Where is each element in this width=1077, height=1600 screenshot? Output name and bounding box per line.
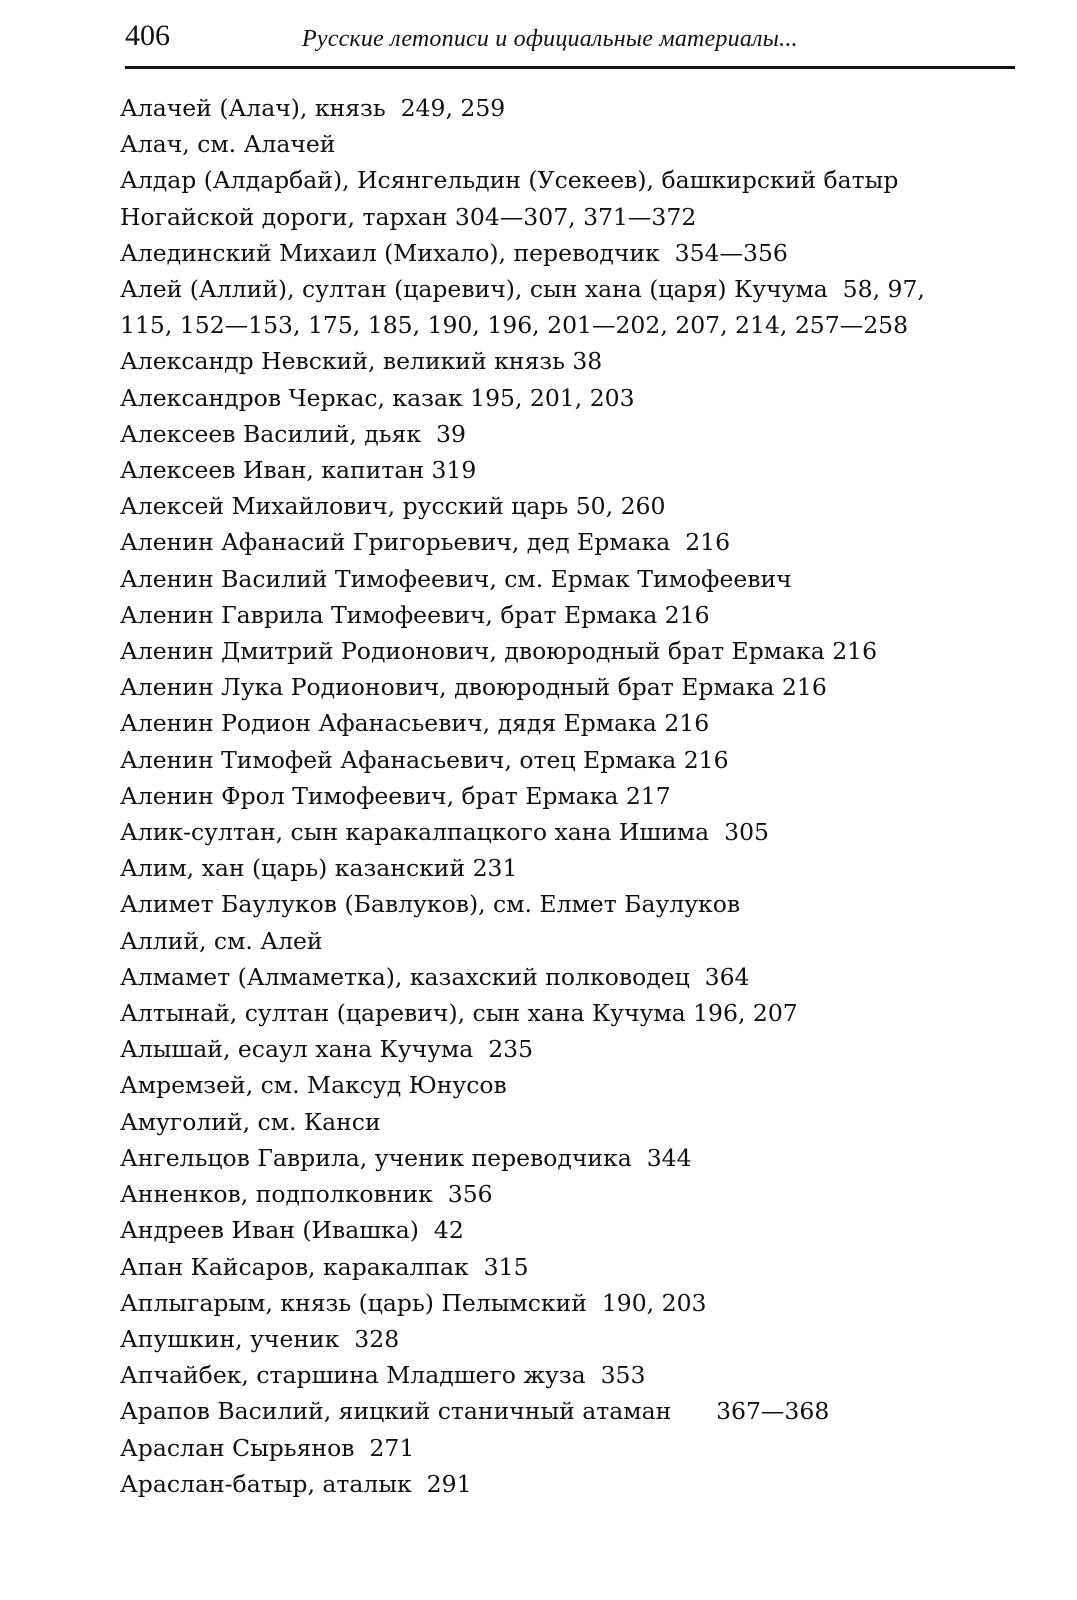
index-entry: Алик-султан, сын каракалпацкого хана Ишима 305 (120, 818, 769, 847)
index-entry: Ангельцов Гаврила, ученик переводчика 344 (120, 1143, 692, 1172)
index-entry: Алексеев Иван, капитан 319 (120, 456, 477, 485)
page-number: 406 (125, 19, 170, 52)
index-entry: Алим, хан (царь) казанский 231 (120, 854, 518, 883)
index-entry: Алтынай, султан (царевич), сын хана Кучума 196, 207 (120, 999, 798, 1028)
index-entry-continuation: 115, 152—153, 175, 185, 190, 196, 201—202, 207, 214, 257—258 (120, 311, 909, 340)
index-entry: Алексеев Василий, дьяк 39 (120, 419, 466, 448)
index-entry-continuation: Ногайской дороги, тархан 304—307, 371—372 (120, 202, 697, 231)
index-entry: Аленин Фрол Тимофеевич, брат Ермака 217 (120, 781, 671, 810)
index-entry: Анненков, подполковник 356 (120, 1180, 493, 1209)
name-index-list (120, 90, 1020, 1502)
index-entry: Аленин Родион Афанасьевич, дядя Ермака 216 (120, 709, 710, 738)
index-entry: Андреев Иван (Ивашка) 42 (120, 1216, 464, 1245)
index-entry: Аленин Василий Тимофеевич, см. Ермак Тимофеевич (120, 564, 792, 593)
index-entry: Аленин Тимофей Афанасьевич, отец Ермака 216 (120, 745, 729, 774)
index-entry: Аплыгарым, князь (царь) Пелымский 190, 203 (120, 1288, 707, 1317)
index-entry: Алачей (Алач), князь 249, 259 (120, 94, 506, 122)
index-entry: Аленин Гаврила Тимофеевич, брат Ермака 216 (120, 600, 710, 629)
index-entry: Алышай, есаул хана Кучума 235 (120, 1035, 534, 1064)
index-entry: Алач, см. Алачей (120, 130, 336, 159)
index-entry: Александр Невский, великий князь 38 (120, 347, 603, 376)
index-entry: Алмамет (Алмаметка), казахский полководец 364 (120, 962, 750, 991)
index-entry: Александров Черкас, казак 195, 201, 203 (120, 383, 635, 412)
running-head (125, 14, 1015, 64)
index-entry: Апан Кайсаров, каракалпак 315 (120, 1252, 529, 1281)
running-title: Русские летописи и официальные материалы... (302, 26, 798, 52)
index-entry: Алдар (Алдарбай), Исянгельдин (Усекеев), башкирский батыр (120, 166, 899, 195)
index-entry: Аленин Афанасий Григорьевич, дед Ермака 216 (120, 528, 731, 557)
index-entry: Араслан Сырьянов 271 (120, 1433, 415, 1462)
index-entry: Аленин Лука Родионович, двоюродный брат Ермака 216 (120, 673, 827, 702)
index-entry: Аленин Дмитрий Родионович, двоюродный брат Ермака 216 (120, 637, 878, 666)
header-rule (125, 66, 1015, 69)
index-entry: Арапов Василий, яицкий станичный атаман 367—368 (120, 1397, 830, 1426)
index-entry: Араслан-батыр, аталык 291 (120, 1469, 472, 1498)
index-entry: Алексей Михайлович, русский царь 50, 260 (120, 492, 666, 521)
index-entry: Амуголий, см. Канси (120, 1107, 381, 1136)
index-entry: Алединский Михаил (Михало), переводчик 354—356 (120, 238, 788, 267)
index-entry: Аллий, см. Алей (120, 926, 323, 955)
index-entry: Апушкин, ученик 328 (120, 1324, 400, 1353)
index-entry: Алей (Аллий), султан (царевич), сын хана (царя) Кучума 58, 97, (120, 275, 925, 304)
index-entry: Алимет Баулуков (Бавлуков), см. Елмет Баулуков (120, 890, 741, 919)
index-entry: Амремзей, см. Максуд Юнусов (120, 1071, 507, 1100)
index-entry: Апчайбек, старшина Младшего жуза 353 (120, 1361, 646, 1390)
